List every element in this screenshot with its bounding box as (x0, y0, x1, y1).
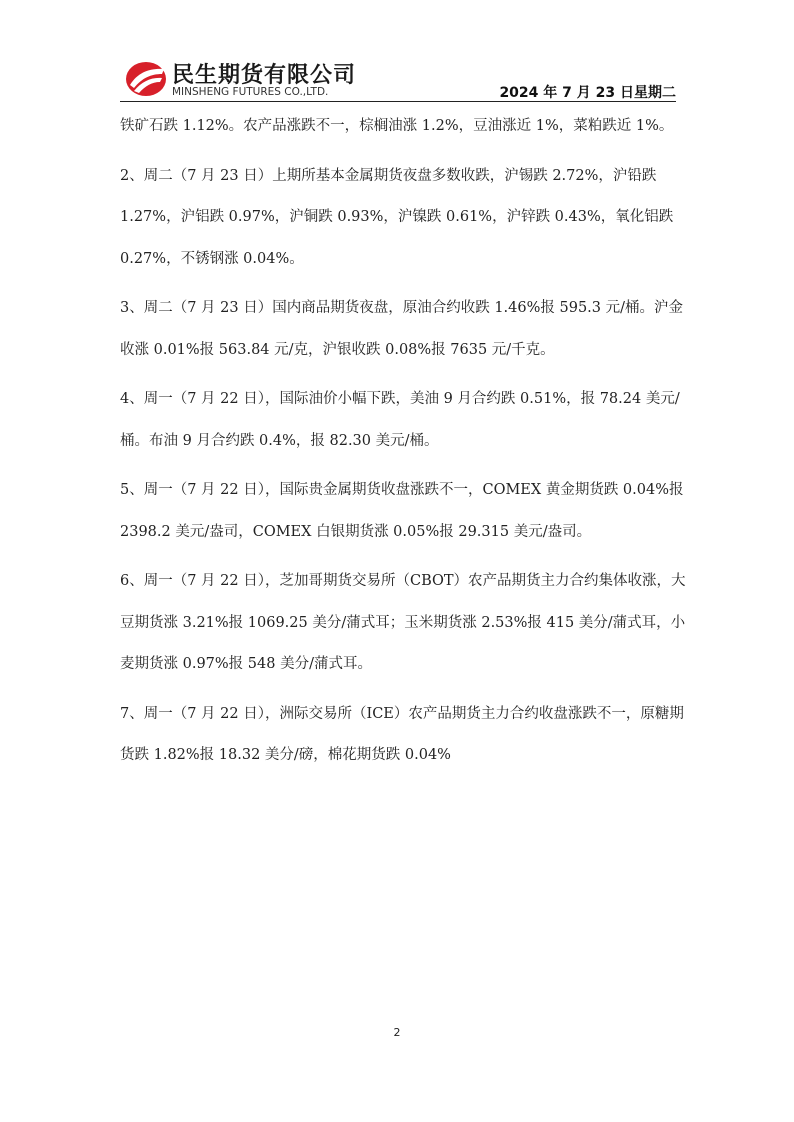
paragraph-crude-oil: 4、周一（7 月 22 日），国际油价小幅下跌，美油 9 月合约跌 0.51%，报 78.24 美元/桶。布油 9 月合约跌 0.4%，报 82.30 美元/桶。 (120, 391, 680, 449)
paragraph-precious-metals: 5、周一（7 月 22 日），国际贵金属期货收盘涨跌不一，COMEX 黄金期货跌 0.04%报 2398.2 美元/盎司，COMEX 白银期货涨 0.05%报 29.315 美元/盎司。 (120, 482, 684, 540)
minsheng-logo-icon (124, 58, 168, 98)
logo-chinese-name: 民生期货有限公司 (172, 63, 357, 88)
header-rule (120, 101, 676, 102)
paragraph-continued: 铁矿石跌 1.12%。农产品涨跌不一，棕榈油涨 1.2%，豆油涨近 1%，菜粕跌近 1%。 (120, 118, 674, 134)
logo-english-name: MINSHENG FUTURES CO.,LTD. (172, 86, 329, 98)
report-body (120, 106, 686, 785)
page-number: 2 (393, 1026, 401, 1039)
paragraph-cbot: 6、周一（7 月 22 日），芝加哥期货交易所（CBOT）农产品期货主力合约集体收涨，大豆期货涨 3.21%报 1069.25 美分/蒲式耳；玉米期货涨 2.53%报 415 美分/蒲式耳，小麦期货涨 0.97%报 548 美分/蒲式耳。 (120, 573, 686, 672)
company-logo (124, 54, 424, 98)
paragraph-ice: 7、周一（7 月 22 日），洲际交易所（ICE）农产品期货主力合约收盘涨跌不一，原糖期货跌 1.82%报 18.32 美分/磅，棉花期货跌 0.04% (120, 705, 684, 763)
paragraph-base-metals: 2、周二（7 月 23 日）上期所基本金属期货夜盘多数收跌，沪锡跌 2.72%，沪铅跌 1.27%，沪铝跌 0.97%，沪铜跌 0.93%，沪镍跌 0.61%，沪锌跌 0.43%，氧化铝跌 0.27%，不锈钢涨 0.04%。 (120, 167, 674, 267)
paragraph-domestic-night-session: 3、周二（7 月 23 日）国内商品期货夜盘，原油合约收跌 1.46%报 595.3 元/桶。沪金收涨 0.01%报 563.84 元/克，沪银收跌 0.08%报 7635 元/千克。 (120, 300, 684, 358)
page-header (120, 52, 676, 102)
report-date: 2024 年 7 月 23 日星期二 (499, 85, 676, 101)
